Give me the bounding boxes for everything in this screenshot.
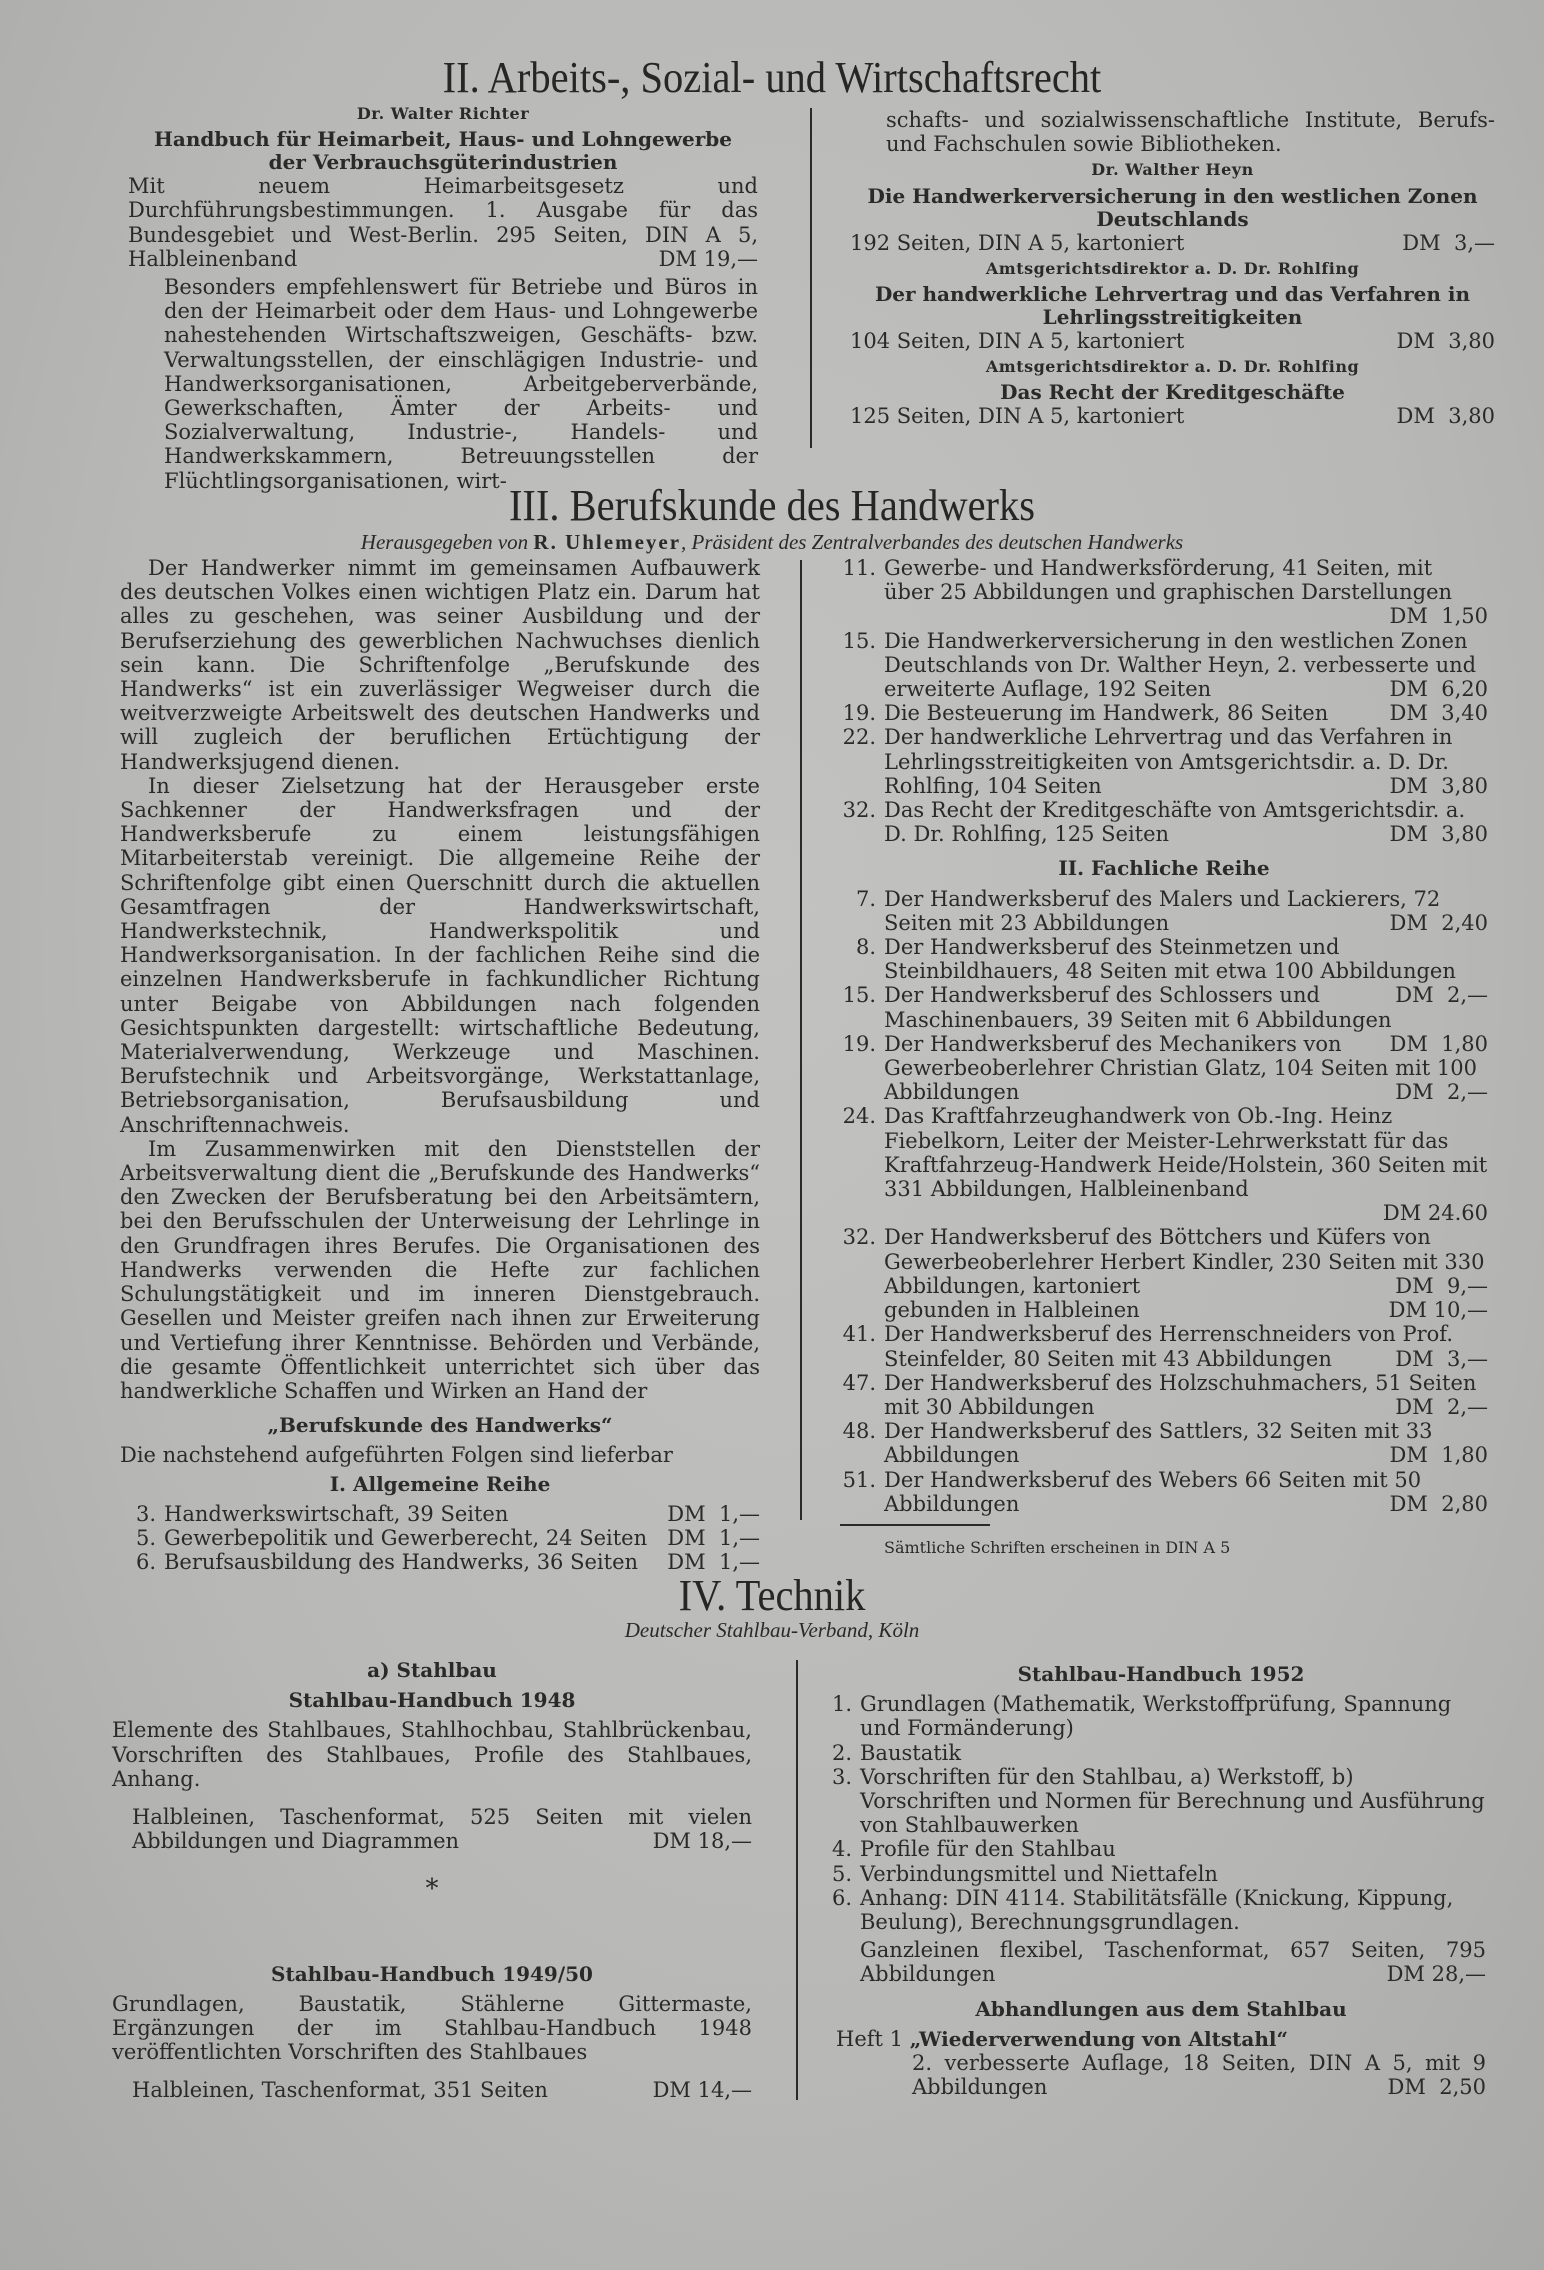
heft-entry <box>836 2027 1486 2100</box>
book-title: Stahlbau-Handbuch 1949/50 <box>271 1961 593 1986</box>
item-price: DM 2,— <box>1395 1080 1488 1105</box>
book-description: Elemente des Stahlbaues, Stahlhochbau, Stahlbrückenbau, Vorschriften des Stahlbaues, Profile des Stahlbaues, Anhang. <box>112 1718 752 1791</box>
item-number: 8. <box>855 935 876 960</box>
list-item <box>828 1886 1486 1934</box>
book-price: DM 3,80 <box>1396 404 1495 429</box>
column-divider <box>796 1660 798 2100</box>
item-number: 22. <box>842 725 876 750</box>
list-item <box>840 629 1488 702</box>
editor-name: R. Uhlemeyer <box>533 530 682 554</box>
list-item <box>840 1225 1488 1322</box>
book-title: Handbuch für Heimarbeit, Haus- und Lohngewerbe der Verbrauchsgüterindustrien <box>154 127 732 175</box>
item-text: Profile für den Stahlbau <box>860 1837 1116 1862</box>
book-entry <box>850 257 1495 353</box>
book-price: DM 18,— <box>652 1829 752 1854</box>
book-line <box>850 231 1495 255</box>
list-item <box>840 701 1488 725</box>
book-price: DM 3,80 <box>1396 329 1495 354</box>
item-number: 7. <box>855 886 876 911</box>
item-text: Der Handwerksberuf des Holzschuhmachers, 51 Seiten mit 30 Abbildungen <box>884 1370 1477 1419</box>
book-title: Der handwerkliche Lehrvertrag und das Verfahren in Lehrlingsstreitigkeiten <box>874 282 1471 330</box>
list-item <box>828 1837 1486 1861</box>
item-number: 11. <box>842 556 876 580</box>
section-4-subtitle: Deutscher Stahlbau-Verband, Köln <box>624 1618 920 1642</box>
item-text: Verbindungsmittel und Niettafeln <box>860 1861 1218 1886</box>
book-title: Das Recht der Kreditgeschäfte <box>1000 380 1345 405</box>
item-text: Grundlagen (Mathematik, Werkstoffprüfung, Spannung und Formänderung) <box>860 1692 1452 1741</box>
list-item <box>828 1741 1486 1765</box>
footnote: Sämtliche Schriften erscheinen in DIN A 5 <box>884 1537 1231 1557</box>
item-price: DM 1,— <box>667 1525 760 1550</box>
separator-asterisk: * <box>425 1874 439 1905</box>
book-title: Die Handwerkerversicherung in den westlichen Zonen Deutschlands <box>867 183 1478 231</box>
section-3-right-column <box>840 556 1488 1560</box>
heft-label: Heft 1 <box>836 2026 903 2051</box>
item-text: Handwerkswirtschaft, 39 Seiten <box>164 1501 509 1526</box>
item-price: DM 1,— <box>667 1550 760 1575</box>
item-price: DM 2,— <box>1395 983 1488 1008</box>
heft-price: DM 2,50 <box>1387 2075 1486 2100</box>
series-1-list-left <box>120 1502 760 1575</box>
list-item <box>828 1862 1486 1886</box>
item-number: 15. <box>842 628 876 653</box>
item-text: Der Handwerksberuf des Schlossers und Maschinenbauers, 39 Seiten mit 6 Abbildungen <box>884 983 1392 1032</box>
heft-details-line <box>836 2051 1486 2099</box>
list-item <box>840 798 1488 846</box>
section-4-right-column <box>831 1652 1486 2100</box>
list-item <box>828 1765 1486 1838</box>
series-name: „Berufskunde des Handwerks“ <box>267 1413 613 1438</box>
item-price: DM 3,80 <box>1389 773 1488 798</box>
item-text: Der Handwerksberuf des Webers 66 Seiten mit 50 Abbildungen <box>884 1467 1422 1516</box>
section-2-left-column <box>128 100 758 493</box>
list-item <box>840 1468 1488 1516</box>
recommendation-text: Besonders empfehlenswert für Betriebe und Büros in den der Heimarbeit oder dem Haus- und Lohngewerbe nahestehenden Wirtschaftszweigen, Geschäfts- bzw. Verwaltungsstellen, der einschlägigen Industrie- und Handwerksorganisationen, Arbeitgeberverbände, Gewerkschaften, Ämter der Arbeits- und Sozialverwaltung, Industrie-, Handels- und Handwerkskammern, Betreuungsstellen der Flüchtlingsorganisationen, wirt- <box>164 275 758 493</box>
book-details: Ganzleinen flexibel, Taschenformat, 657 Seiten, 795 Abbildungen <box>860 1938 1486 1987</box>
book-price: DM 14,— <box>652 2078 752 2103</box>
intro-paragraph: In dieser Zielsetzung hat der Herausgeber erste Sachkenner der Handwerksfragen und der Handwerksberufe zu einem leistungsfähigen Mitarbeiterstab vereinigt. Die allgemeine Reihe der Schriftenfolge gibt einen Querschnitt durch die aktuellen Gesamtfragen der Handwerkswirtschaft, Handwerkstechnik, Handwerkspolitik und Handwerksorganisation. In der fachlichen Reihe sind die einzelnen Handwerksberufe in fachkundlicher Richtung unter Beigabe von Abbildungen nach folgenden Gesichtspunkten dargestellt: wirtschaftliche Bedeutung, Materialverwendung, Werkzeuge und Maschinen. Berufstechnik und Arbeitsvorgänge, Werkstattanlage, Betriebsorganisation, Berufsausbildung und Anschriftennachweis. <box>120 773 760 1137</box>
column-divider <box>810 108 812 448</box>
item-price: DM 2,80 <box>1389 1491 1488 1516</box>
item-price: DM 10,— <box>1388 1298 1488 1323</box>
section-3-title: III. Berufskunde des Handwerks <box>508 481 1036 530</box>
item-price: DM 1,— <box>667 1501 760 1526</box>
book-details: 104 Seiten, DIN A 5, kartoniert <box>850 329 1185 354</box>
item-number: 24. <box>842 1104 876 1129</box>
item-text: Der handwerkliche Lehrvertrag und das Verfahren in Lehrlingsstreitigkeiten von Amtsgerichtsdir. a. D. Dr. Rohlfing, 104 Seiten <box>884 725 1453 798</box>
book-line <box>850 404 1495 428</box>
list-item <box>840 887 1488 935</box>
item-number: 51. <box>842 1467 876 1492</box>
column-divider <box>800 560 802 1520</box>
book-description: Grundlagen, Baustatik, Stählerne Gittermaste, Ergänzungen der im Stahlbau-Handbuch 1948 veröffentlichten Vorschriften des Stahlbaues <box>112 1991 752 2065</box>
item-number: 32. <box>842 798 876 823</box>
author: Amtsgerichtsdirektor a. D. Dr. Rohlfing <box>985 357 1360 377</box>
list-item <box>840 1371 1488 1419</box>
item-number: 1. <box>831 1692 852 1717</box>
item-price: DM 24.60 <box>1382 1201 1488 1226</box>
book-entry <box>850 158 1495 254</box>
author: Amtsgerichtsdirektor a. D. Dr. Rohlfing <box>985 258 1360 278</box>
item-text: Das Kraftfahrzeughandwerk von Ob.-Ing. Heinz Fiebelkorn, Leiter der Meister-Lehrwerkstatt für das Kraftfahrzeug-Handwerk Heide/Holstein, 360 Seiten mit 331 Abbildungen, Halbleinenband <box>884 1104 1488 1202</box>
item-text: Der Handwerksberuf des Mechanikers von Gewerbeoberlehrer Christian Glatz, 104 Seiten mit 100 Abbildungen <box>884 1031 1477 1105</box>
book-title: Stahlbau-Handbuch 1948 <box>288 1688 576 1713</box>
item-number: 48. <box>842 1419 876 1444</box>
book-details: Halbleinen, Taschenformat, 525 Seiten mit vielen Abbildungen und Diagrammen <box>132 1805 752 1854</box>
book-price: DM 3,— <box>1402 230 1495 255</box>
item-text: Baustatik <box>860 1740 962 1765</box>
book-details-line <box>112 2078 752 2102</box>
book-details: Mit neuem Heimarbeitsgesetz und Durchführungsbestimmungen. 1. Ausgabe für das Bundesgebiet und West-Berlin. 295 Seiten, DIN A 5, Halbleinenband <box>128 174 758 271</box>
continuation-text: schafts- und sozialwissenschaftliche Institute, Berufs- und Fachschulen sowie Bibliotheken. <box>886 108 1495 157</box>
item-price: DM 2,40 <box>1389 910 1488 935</box>
intro-paragraph: Im Zusammenwirken mit den Dienststellen der Arbeitsverwaltung dient die „Berufskunde des Handwerks“ den Zwecken der Berufsberatung bei den Arbeitsämtern, bei den Berufsschulen der Unterweisung der Lehrlinge in den Grundfragen ihres Berufes. Die Organisationen des Handwerks verwenden die Hefte zur fachlichen Schulungstätigkeit und im inneren Dienstgebrauch. Gesellen und Meister greifen nach ihnen zur Erweiterung und Vertiefung ihrer Kenntnisse. Behörden und Verbände, die gesamte Öffentlichkeit unterrichtet sich über das handwerkliche Schaffen und Wirken an Hand der <box>120 1136 760 1403</box>
item-number: 5. <box>831 1861 852 1886</box>
series-2-list <box>840 887 1488 1516</box>
item-price: DM 1,50 <box>1389 604 1488 629</box>
book-entry <box>128 174 758 271</box>
item-text: Die Handwerkerversicherung in den westlichen Zonen Deutschlands von Dr. Walther Heyn, 2. verbesserte und erweiterte Auflage, 192 Seiten <box>884 628 1477 702</box>
author: Dr. Walter Richter <box>356 104 530 123</box>
series-1-list-right <box>840 556 1488 846</box>
item-text: Der Handwerksberuf des Sattlers, 32 Seiten mit 33 Abbildungen <box>884 1419 1433 1468</box>
intro-paragraph: Der Handwerker nimmt im gemeinsamen Aufbauwerk des deutschen Volkes einen wichtigen Platz ein. Darum hat alles zu geschehen, was seiner Ausbildung und der Berufserziehung des gewerblichen Nachwuchses dienlich sein kann. Die Schriftenfolge „Berufskunde des Handwerks“ ist ein zuverlässiger Wegweiser durch die weitverzweigte Arbeitswelt des deutschen Handwerks und will zugleich der beruflichen Ertüchtigung der Handwerksjugend dienen. <box>120 556 760 774</box>
item-number: 41. <box>842 1322 876 1347</box>
subsection-heading: Abhandlungen aus dem Stahlbau <box>975 1996 1347 2021</box>
item-text: Der Handwerksberuf des Malers und Lackierers, 72 Seiten mit 23 Abbildungen <box>884 886 1441 935</box>
book-line <box>850 329 1495 353</box>
list-item <box>840 1419 1488 1467</box>
section-3-subtitle <box>0 530 1544 555</box>
item-price: DM 2,— <box>1395 1394 1488 1419</box>
section-2-title: II. Arbeits-, Sozial- und Wirtschaftsrecht <box>442 53 1102 102</box>
item-text: Vorschriften für den Stahlbau, a) Werkstoff, b) Vorschriften und Normen für Berechnung und Ausführung von Stahlbauwerken <box>860 1764 1485 1838</box>
subsection-heading: a) Stahlbau <box>367 1658 497 1682</box>
item-text: Gewerbe- und Handwerksförderung, 41 Seiten, mit über 25 Abbildungen und graphischen Darstellungen <box>884 556 1453 605</box>
item-price: DM 1,80 <box>1389 1031 1488 1056</box>
subtitle-prefix: Herausgegeben von <box>360 530 534 554</box>
list-item <box>120 1526 760 1550</box>
book-details: 125 Seiten, DIN A 5, kartoniert <box>850 404 1185 429</box>
item-number: 5. <box>135 1525 156 1550</box>
book-entry <box>850 355 1495 428</box>
item-number: 19. <box>842 1031 876 1056</box>
list-item <box>840 1032 1488 1105</box>
book-details: 192 Seiten, DIN A 5, kartoniert <box>850 230 1185 255</box>
book-price: DM 19,— <box>658 246 758 271</box>
availability-note: Die nachstehend aufgeführten Folgen sind lieferbar <box>120 1443 673 1468</box>
book-details-line <box>836 1938 1486 1986</box>
heft-title: „Wiederverwendung von Altstahl“ <box>909 2026 1288 2051</box>
item-price: DM 1,80 <box>1389 1443 1488 1468</box>
item-text: Der Handwerksberuf des Böttchers und Küfers von Gewerbeoberlehrer Herbert Kindler, 230 Seiten mit 330 Abbildungen, kartoniert <box>884 1225 1485 1298</box>
item-number: 2. <box>831 1740 852 1765</box>
list-item <box>840 556 1488 629</box>
book-details-line <box>112 1805 752 1853</box>
item-price: DM 9,— <box>1395 1273 1488 1298</box>
item-price: DM 3,80 <box>1389 822 1488 847</box>
item-number: 32. <box>842 1225 876 1250</box>
series-1-heading: I. Allgemeine Reihe <box>329 1471 551 1496</box>
list-item <box>828 1692 1486 1740</box>
series-2-heading: II. Fachliche Reihe <box>1058 856 1270 881</box>
item-number: 47. <box>842 1370 876 1395</box>
item-number: 19. <box>842 701 876 726</box>
section-4-left-column <box>112 1648 752 2103</box>
item-number: 6. <box>135 1550 156 1575</box>
list-item <box>120 1502 760 1526</box>
author: Dr. Walther Heyn <box>1091 160 1254 180</box>
item-price: DM 3,40 <box>1389 701 1488 726</box>
section-3-left-column <box>120 556 760 1574</box>
heft-details: 2. verbesserte Auflage, 18 Seiten, DIN A 5, mit 9 Abbildungen <box>912 2051 1486 2100</box>
item-text: Die Besteuerung im Handwerk, 86 Seiten <box>884 701 1329 726</box>
item-text: Der Handwerksberuf des Herrenschneiders von Prof. Steinfelder, 80 Seiten mit 43 Abbildungen <box>884 1322 1454 1371</box>
item-text: Der Handwerksberuf des Steinmetzen und Steinbildhauers, 48 Seiten mit etwa 100 Abbildungen <box>884 935 1456 984</box>
section-2-right-column <box>850 108 1495 429</box>
item-text: Das Recht der Kreditgeschäfte von Amtsgerichtsdir. a. D. Dr. Rohlfing, 125 Seiten <box>884 798 1466 847</box>
item-price: DM 6,20 <box>1389 677 1488 702</box>
footnote-rule <box>840 1524 990 1526</box>
subtitle-suffix: , Präsident des Zentralverbandes des deutschen Handwerks <box>681 530 1184 554</box>
item-number: 3. <box>135 1501 156 1526</box>
list-item <box>840 725 1488 798</box>
item-variant <box>884 1298 1488 1322</box>
list-item <box>840 1104 1488 1225</box>
contents-list <box>828 1692 1486 1934</box>
section-4-title: IV. Technik <box>678 1571 866 1620</box>
book-details: Halbleinen, Taschenformat, 351 Seiten <box>132 2078 548 2103</box>
item-price: DM 3,— <box>1395 1346 1488 1371</box>
list-item <box>840 1322 1488 1370</box>
book-price: DM 28,— <box>1386 1962 1486 1987</box>
book-description <box>128 174 758 271</box>
book-title: Stahlbau-Handbuch 1952 <box>1017 1662 1305 1686</box>
item-text: Anhang: DIN 4114. Stabilitätsfälle (Knickung, Kippung, Beulung), Berechnungsgrundlagen. <box>860 1885 1454 1935</box>
item-text: Berufsausbildung des Handwerks, 36 Seiten <box>164 1550 639 1575</box>
item-number: 15. <box>842 983 876 1008</box>
item-text: Gewerbepolitik und Gewerberecht, 24 Seiten <box>164 1525 648 1550</box>
item-number: 3. <box>831 1764 852 1789</box>
item-number: 4. <box>831 1837 852 1862</box>
item-text: gebunden in Halbleinen <box>884 1298 1140 1323</box>
item-number: 6. <box>831 1885 852 1910</box>
